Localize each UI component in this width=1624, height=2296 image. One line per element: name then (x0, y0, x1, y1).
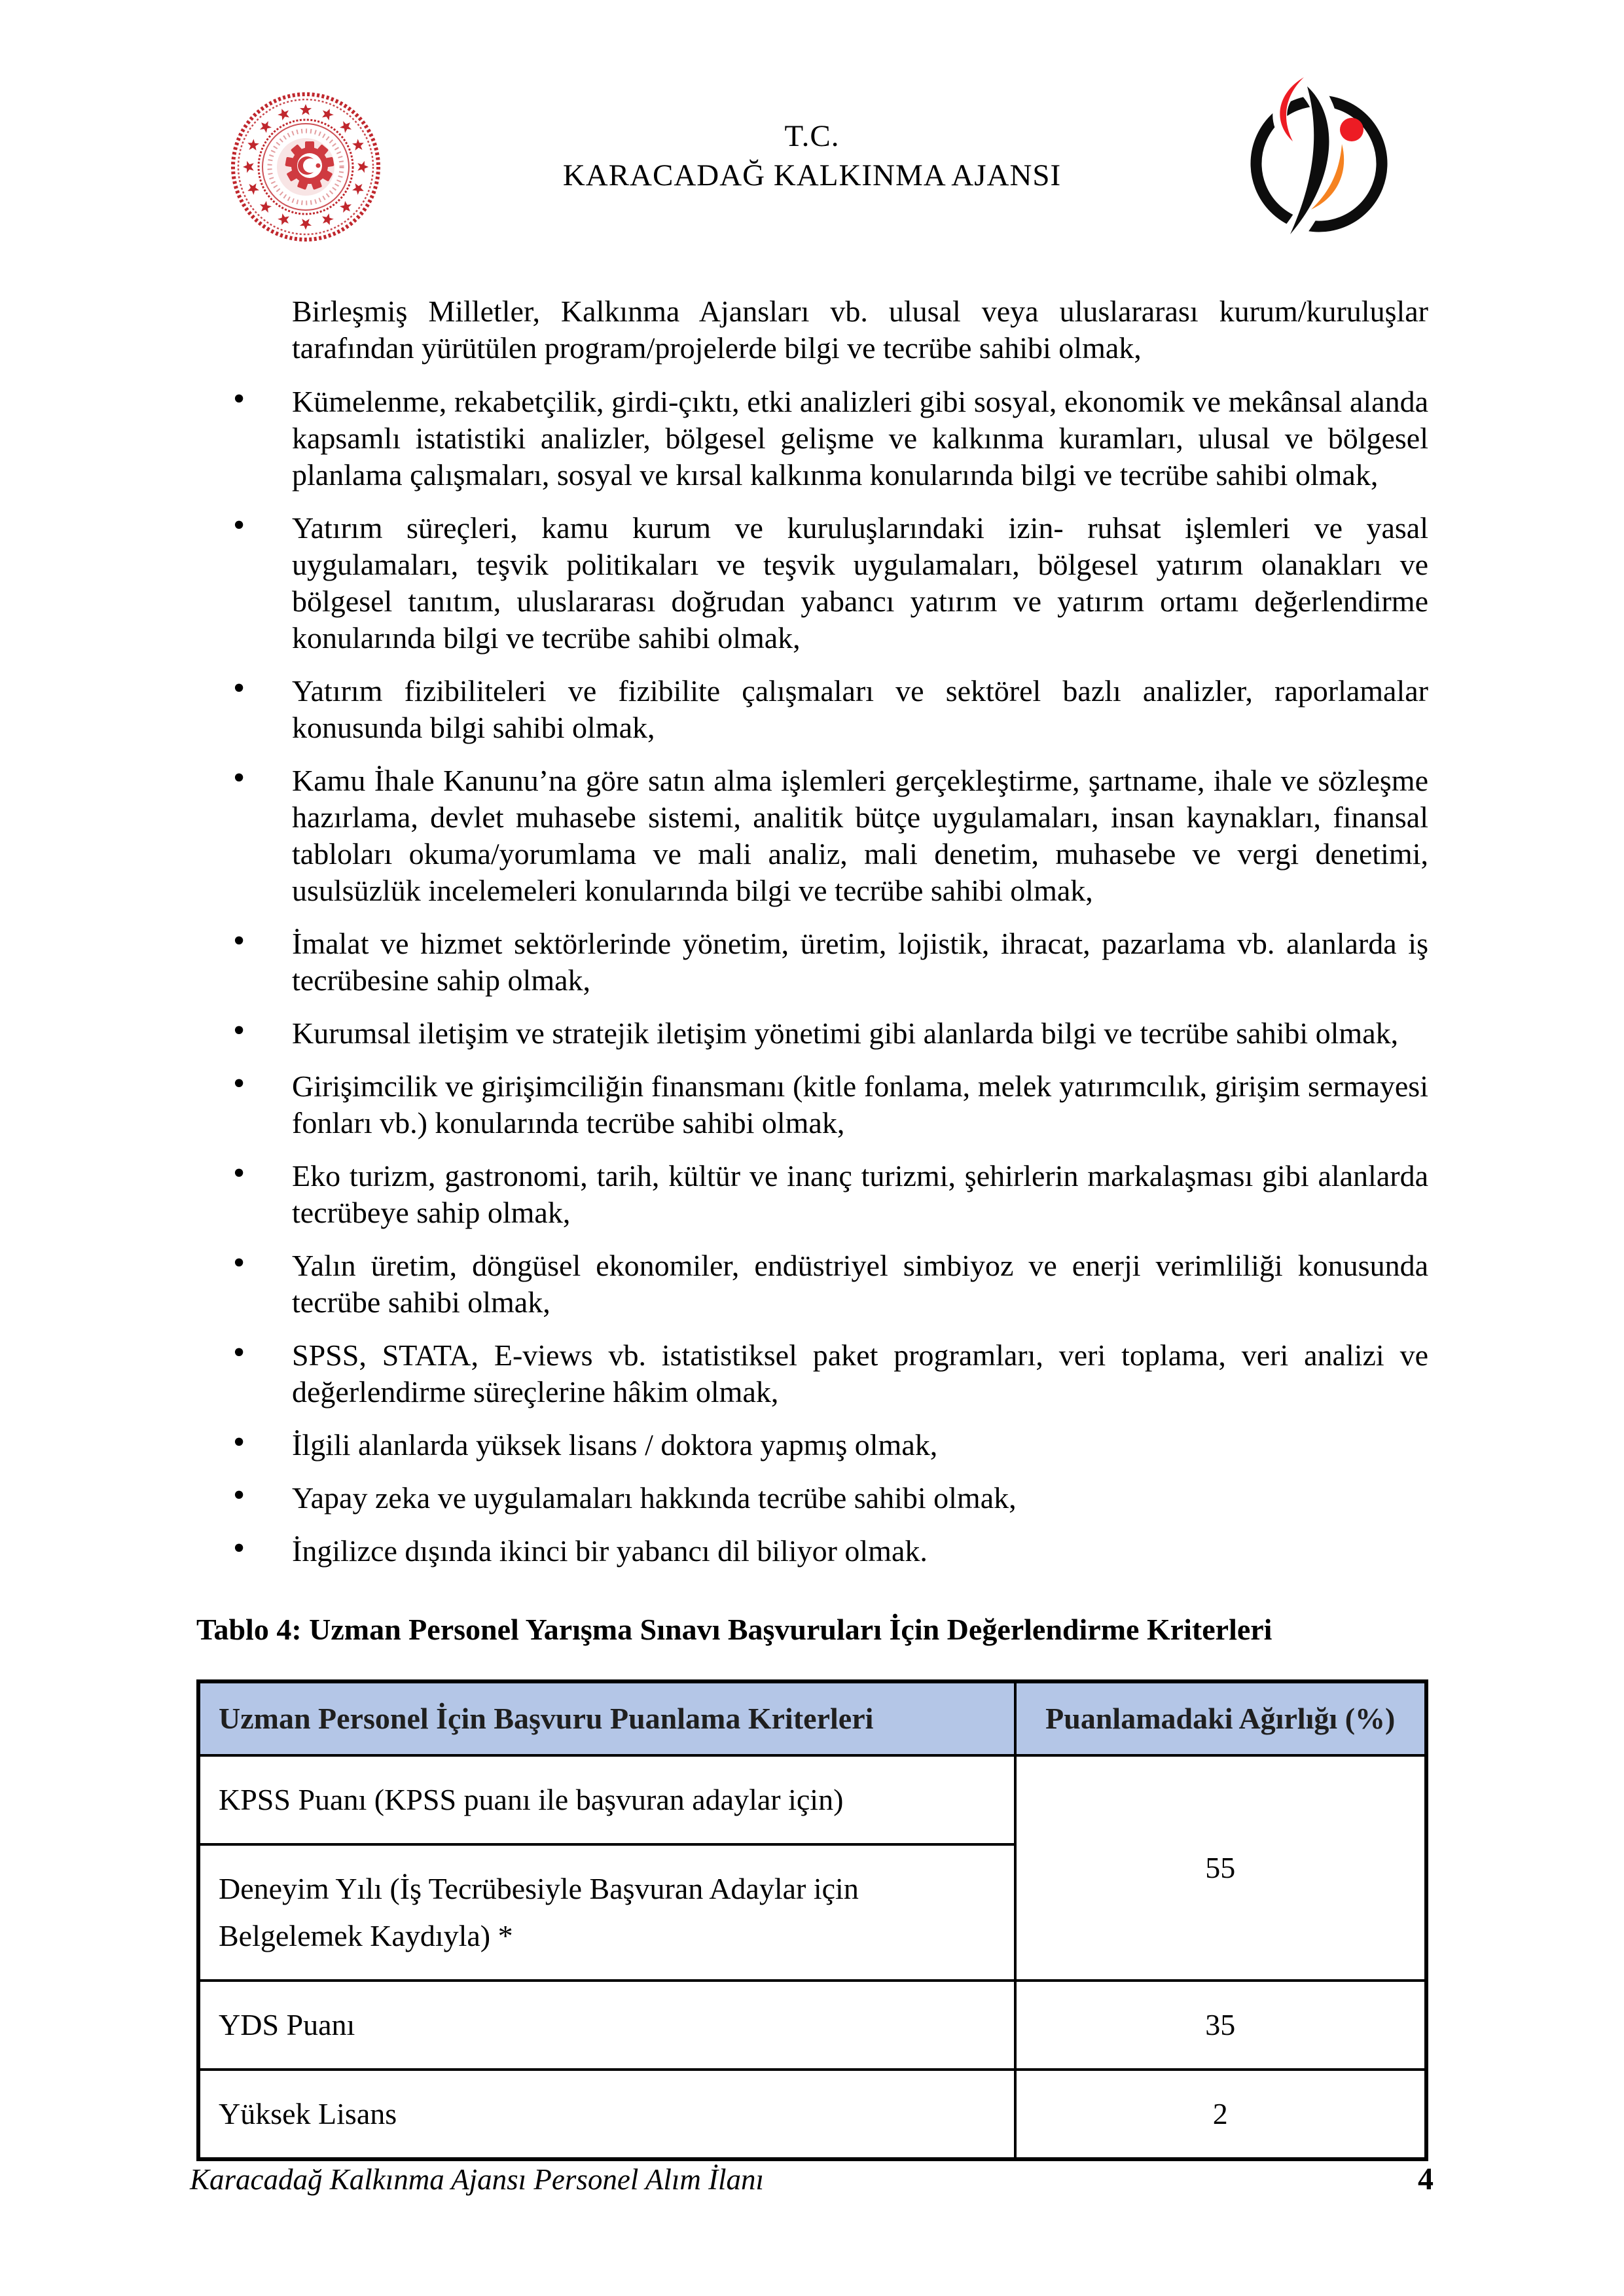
list-item: • Yatırım süreçleri, kamu kurum ve kuruluşlarındaki izin- ruhsat işlemleri ve yasal uygulamaları, teşvik politikaları ve teşvik uygulamaları, bölgesel yatırım olanakları ve bölgesel tanıtım, uluslararası doğrudan yabancı yatırım ve yatırım ortamı değerlendirme konularında bilgi ve tecrübe sahibi olmak, (196, 510, 1428, 656)
column-header-criteria: Uzman Personel İçin Başvuru Puanlama Kriterleri (198, 1681, 1015, 1755)
page-footer (190, 2161, 1434, 2197)
letterhead-tc: T.C. (784, 119, 840, 153)
list-item: • Kurumsal iletişim ve stratejik iletişim yönetimi gibi alanlarda bilgi ve tecrübe sahibi olmak, (196, 1015, 1428, 1052)
body-content (196, 293, 1428, 2161)
qualifications-list (196, 384, 1428, 1570)
criteria-cell: KPSS Puanı (KPSS puanı ile başvuran adaylar için) (198, 1755, 1015, 1844)
letterhead-agency: KARACADAĞ KALKINMA AJANSI (562, 158, 1062, 192)
table-row (198, 1755, 1426, 1844)
list-item: • Yalın üretim, döngüsel ekonomiler, endüstriyel simbiyoz ve enerji verimliliği konusunda tecrübe sahibi olmak, (196, 1247, 1428, 1321)
criteria-cell: YDS Puanı (198, 1981, 1015, 2070)
intro-paragraph: Birleşmiş Milletler, Kalkınma Ajansları vb. ulusal veya uluslararası kurum/kuruluşlar tarafından yürütülen program/projelerde bilgi ve tecrübe sahibi olmak, (292, 295, 1428, 365)
table-row (198, 1981, 1426, 2070)
table-row (198, 2070, 1426, 2159)
footer-title: Karacadağ Kalkınma Ajansı Personel Alım İlanı (190, 2163, 765, 2196)
list-item: • SPSS, STATA, E-views vb. istatistiksel paket programları, veri toplama, veri analizi ve değerlendirme süreçlerine hâkim olmak, (196, 1337, 1428, 1410)
list-item: • Kümelenme, rekabetçilik, girdi-çıktı, etki analizleri gibi sosyal, ekonomik ve mekânsal alanda kapsamlı istatistiki analizler, bölgesel gelişme ve kalkınma kuramları, ulusal ve bölgesel planlama çalışmaları, sosyal ve kırsal kalkınma konularında bilgi ve tecrübe sahibi olmak, (196, 384, 1428, 493)
criteria-cell: Deneyim Yılı (İş Tecrübesiyle Başvuran Adaylar için Belgelemek Kaydıyla) * (198, 1844, 1015, 1981)
weight-cell: 55 (1015, 1755, 1426, 1981)
weight-cell: 2 (1015, 2070, 1426, 2159)
list-item: • Yatırım fizibiliteleri ve fizibilite çalışmaları ve sektörel bazlı analizler, raporlamalar konusunda bilgi sahibi olmak, (196, 673, 1428, 746)
column-header-weight: Puanlamadaki Ağırlığı (%) (1015, 1681, 1426, 1755)
list-item: • Girişimcilik ve girişimciliğin finansmanı (kitle fonlama, melek yatırımcılık, girişim sermayesi fonları vb.) konularında tecrübe sahibi olmak, (196, 1068, 1428, 1141)
table-header-row (198, 1681, 1426, 1755)
list-item: • Yapay zeka ve uygulamaları hakkında tecrübe sahibi olmak, (196, 1480, 1428, 1516)
list-item: • İngilizce dışında ikinci bir yabancı dil biliyor olmak. (196, 1533, 1428, 1570)
criteria-cell: Yüksek Lisans (198, 2070, 1015, 2159)
list-item: • Eko turizm, gastronomi, tarih, kültür ve inanç turizmi, şehirlerin markalaşması gibi alanlarda tecrübeye sahip olmak, (196, 1158, 1428, 1231)
criteria-table (196, 1679, 1428, 2161)
weight-cell: 35 (1015, 1981, 1426, 2070)
list-item: • İmalat ve hizmet sektörlerinde yönetim, üretim, lojistik, ihracat, pazarlama vb. alanlarda iş tecrübesine sahip olmak, (196, 925, 1428, 999)
page-number: 4 (1418, 2162, 1434, 2197)
table-caption: Tablo 4: Uzman Personel Yarışma Sınavı Başvuruları İçin Değerlendirme Kriterleri (196, 1613, 1272, 1646)
logo-red-dot (1340, 118, 1363, 141)
list-item: • Kamu İhale Kanunu’na göre satın alma işlemleri gerçekleştirme, şartname, ihale ve sözleşme hazırlama, devlet muhasebe sistemi, analitik bütçe uygulamaları, insan kaynakları, finansal tabloları okuma/yorumlama ve mali analiz, mali denetim, muhasebe ve vergi denetimi, usulsüzlük incelemeleri konularında bilgi ve tecrübe sahibi olmak, (196, 762, 1428, 909)
list-item: • İlgili alanlarda yüksek lisans / doktora yapmış olmak, (196, 1427, 1428, 1463)
agency-logo-icon (1239, 73, 1403, 247)
